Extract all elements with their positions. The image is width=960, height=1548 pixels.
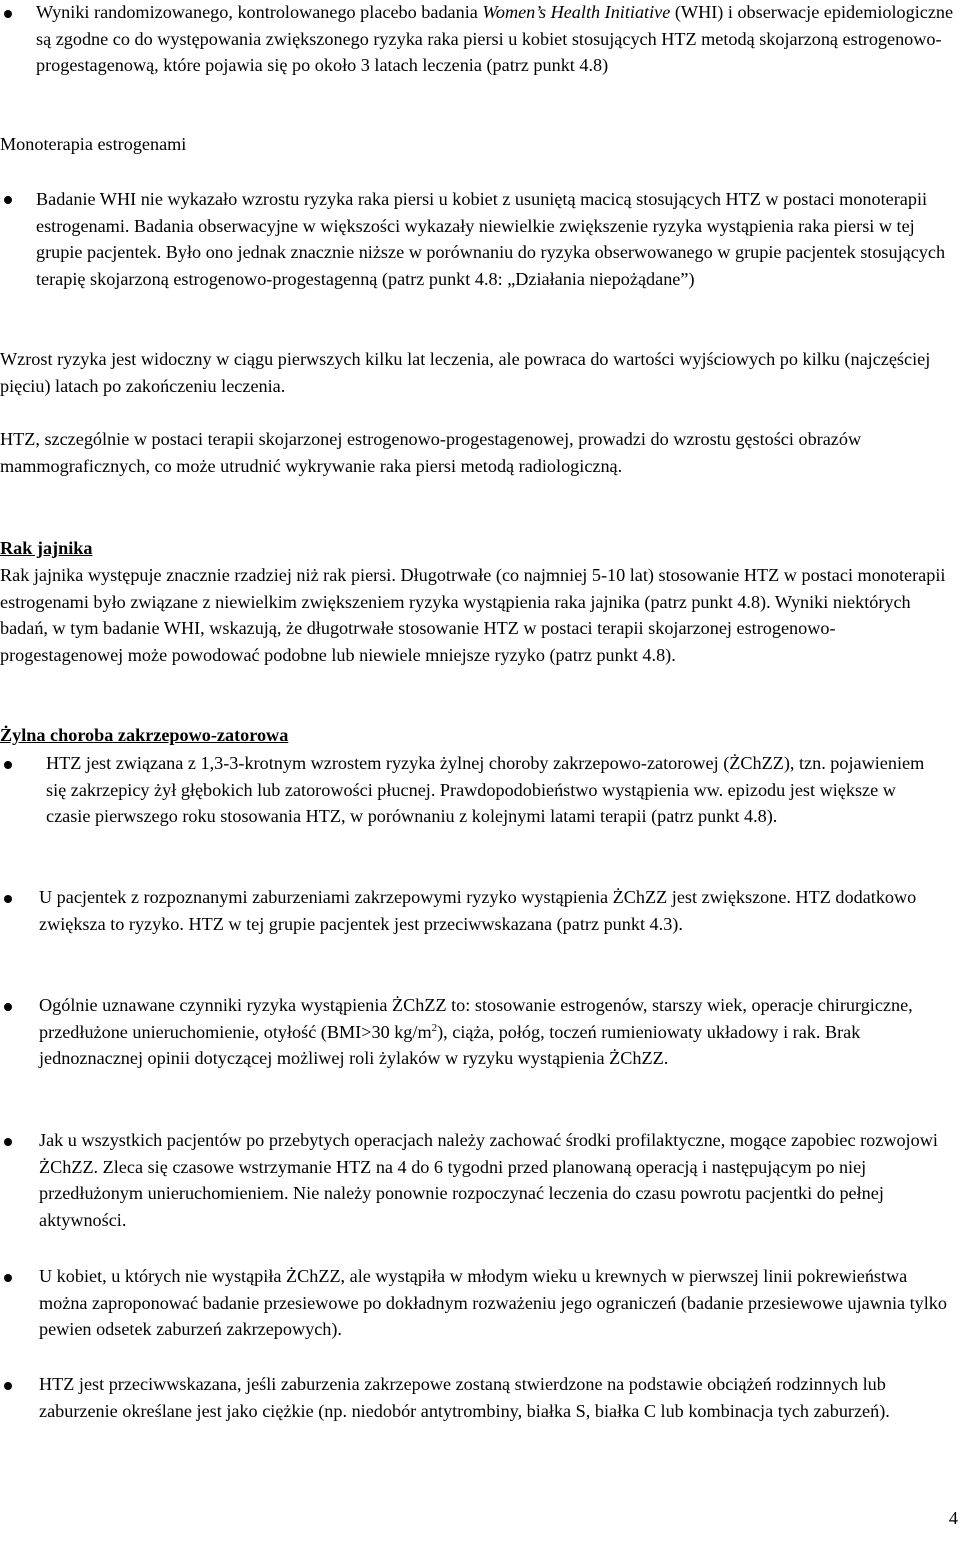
monotherapy-heading: Monoterapia estrogenami xyxy=(0,134,187,154)
bullet-icon xyxy=(4,1382,12,1390)
whi-text-rest: (WHI) i obserwacje epidemiologiczne są zgodne co do występowania zwiększonego ryzyka raka piersi u kobiet stosujących HTZ metodą skojarzoną estrogenowo-progestagenową, które pojawia się po około 3 latach leczenia (patrz punkt 4.8) xyxy=(36,2,954,75)
bullet-icon xyxy=(4,895,12,903)
risk-factors-text: Ogólnie uznawane czynniki ryzyka wystąpienia ŻChZZ to: stosowanie estrogenów, starszy wiek, operacje chirurgiczne, przedłużone unieruchomienie, otyłość (BMI>30 kg/m xyxy=(39,995,913,1042)
whi-text-start: Wyniki randomizowanego, kontrolowanego placebo badania xyxy=(36,2,483,22)
vte-bullet-5: U kobiet, u których nie wystąpiła ŻChZZ, ale wystąpiła w młodym wieku u krewnych w pierwszej linii pokrewieństwa można zaproponować badanie przesiewowe po dokładnym rozważeniu jego ograniczeń (badanie przesiewowe ujawnia tylko pewien odsetek zaburzeń zakrzepowych). xyxy=(39,1266,947,1339)
vte-heading: Żylna choroba zakrzepowo-zatorowa xyxy=(0,725,289,745)
risk-factors-text-rest: ), ciąża, połóg, toczeń rumieniowaty układowy i rak. Brak jednoznacznej opinii dotyczącej możliwej roli żylaków w ryzyku wystąpienia ŻChZZ. xyxy=(39,1021,861,1068)
bullet-icon xyxy=(4,1138,12,1146)
vte-bullet-3 xyxy=(39,992,959,1072)
bullet-icon xyxy=(4,10,12,18)
vte-bullet-6: HTZ jest przeciwwskazana, jeśli zaburzenia zakrzepowe zostaną stwierdzone na podstawie obciążeń rodzinnych lub zaburzenie określane jest jako ciężkie (np. niedobór antytrombiny, białka S, białka C lub kombinacja tych zaburzeń). xyxy=(39,1374,890,1421)
page-number: 4 xyxy=(948,1508,958,1528)
vte-bullet-1: HTZ jest związana z 1,3-3-krotnym wzrostem ryzyka żylnej choroby zakrzepowo-zatorowej (ŻChZZ), tzn. pojawieniem się zakrzepicy żył głębokich lub zatorowości płucnej. Prawdopodobieństwo wystąpienia ww. epizodu jest większe w czasie pierwszego roku stosowania HTZ, w porównaniu z kolejnymi latami terapii (patrz punkt 4.8). xyxy=(46,753,925,826)
monotherapy-paragraph: Badanie WHI nie wykazało wzrostu ryzyka raka piersi u kobiet z usuniętą macicą stosujących HTZ w postaci monoterapii estrogenami. Badania obserwacyjne w większości wykazały niewielkie zwiększenie ryzyka wystąpienia raka piersi w tej grupie pacjentek. Było ono jednak znacznie niższe w porównaniu do ryzyka obserwowanego w grupie pacjentek stosujących terapię skojarzoną estrogenowo-progestagenną (patrz punkt 4.8: „Działania niepożądane”) xyxy=(36,189,946,289)
vte-bullet-2: U pacjentek z rozpoznanymi zaburzeniami zakrzepowymi ryzyko wystąpienia ŻChZZ jest zwiększone. HTZ dodatkowo zwiększa to ryzyko. HTZ w tej grupie pacjentek jest przeciwwskazana (patrz punkt 4.3). xyxy=(39,887,917,934)
risk-paragraph: Wzrost ryzyka jest widoczny w ciągu pierwszych kilku lat leczenia, ale powraca do wartości wyjściowych po kilku (najczęściej pięciu) latach po zakończeniu leczenia. xyxy=(0,349,931,396)
bullet-icon xyxy=(4,1003,12,1011)
breast-cancer-whi-paragraph xyxy=(36,0,956,79)
whi-study-name: Women’s Health Initiative xyxy=(482,2,671,22)
mammography-paragraph: HTZ, szczególnie w postaci terapii skojarzonej estrogenowo-progestagenowej, prowadzi do wzrostu gęstości obrazów mammograficznych, co może utrudnić wykrywanie raka piersi metodą radiologiczną. xyxy=(0,429,862,476)
superscript-2: 2 xyxy=(431,1021,438,1034)
bullet-icon xyxy=(4,196,12,204)
ovarian-cancer-heading: Rak jajnika xyxy=(0,538,93,558)
ovarian-cancer-paragraph: Rak jajnika występuje znacznie rzadziej niż rak piersi. Długotrwałe (co najmniej 5-10 lat) stosowanie HTZ w postaci monoterapii estrogenami było związane z niewielkim zwiększeniem ryzyka wystąpienia raka jajnika (patrz punkt 4.8). Wyniki niektórych badań, w tym badanie WHI, wskazują, że długotrwałe stosowanie HTZ w postaci terapii skojarzonej estrogenowo-progestagenowej może powodować podobne lub niewiele mniejsze ryzyko (patrz punkt 4.8). xyxy=(0,565,946,665)
vte-bullet-4: Jak u wszystkich pacjentów po przebytych operacjach należy zachować środki profilaktyczne, mogące zapobiec rozwojowi ŻChZZ. Zleca się czasowe wstrzymanie HTZ na 4 do 6 tygodni przed planowaną operacją i następującym po niej przedłużonym unieruchomieniem. Nie należy ponownie rozpoczynać leczenia do czasu powrotu pacjentki do pełnej aktywności. xyxy=(39,1130,938,1230)
bullet-icon xyxy=(4,1274,12,1282)
bullet-icon xyxy=(4,761,12,769)
